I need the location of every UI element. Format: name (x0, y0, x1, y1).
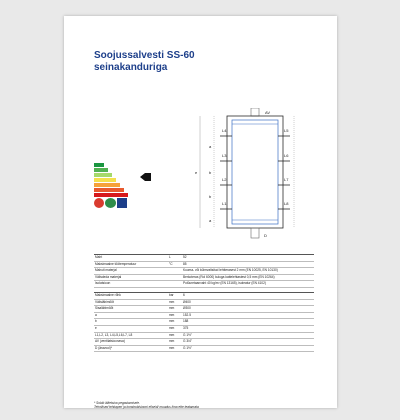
spec-name: Maksimaalne rõhk (95, 292, 121, 297)
spec-name: Maksimaalne töötemperatuur (95, 261, 137, 266)
table-row (94, 333, 314, 340)
title-line-1: Soojussalvesti SS-60 (94, 50, 195, 61)
table-row (94, 313, 314, 320)
footnotes (94, 401, 199, 410)
certification-logo-1 (94, 198, 104, 208)
label-l5: L5 (284, 128, 289, 133)
spec-unit: mm (169, 306, 175, 311)
spec-value: Polüuretaanvaht 40 kg/m³ (EN 13165), isoleatur (EN 4102) (183, 281, 266, 286)
table-row (94, 292, 314, 300)
label-a-upper: a (209, 144, 212, 149)
label-a-lower: a (209, 218, 212, 223)
energy-bar-1 (94, 163, 104, 167)
footnote-line-1: * Sobib äiltetsiva pegastamisele. (94, 401, 140, 405)
label-l7: L7 (284, 177, 289, 182)
label-l2: L2 (222, 177, 227, 182)
spec-unit: °C (169, 261, 173, 266)
energy-bar-6 (94, 188, 124, 192)
spec-unit: mm (169, 332, 175, 337)
spec-value: G 1½" (183, 332, 192, 337)
spec-unit: L (169, 255, 171, 259)
spec-value: 85 (183, 261, 187, 266)
drain-fitting (251, 228, 259, 238)
tank-diagram (194, 108, 334, 248)
spec-name: Sisaläbimõõt (95, 306, 114, 311)
energy-label (94, 163, 128, 198)
spec-value: Berkoteras (Rol 6000) kuluga kattelehtastest 0,5 mm (EN 10264) (183, 274, 275, 279)
label-l1: L1 (222, 201, 227, 206)
spec-name: Välisdeda materjal (95, 274, 122, 279)
label-l3: L3 (222, 153, 227, 158)
table-row (94, 339, 314, 346)
spec-value: 52 (183, 255, 187, 259)
spec-unit (169, 281, 183, 287)
spec-value: 375 (183, 325, 189, 330)
spec-name: Mahuti materjal (95, 268, 117, 273)
label-av: AV (265, 110, 271, 115)
label-l8: L8 (284, 201, 289, 206)
spec-name: AV (ventilatsioonava) (95, 339, 125, 344)
spec-unit (169, 268, 183, 274)
spec-name: Välisläbimõõt (95, 299, 114, 304)
table-row (94, 346, 314, 353)
spec-value: 6 (183, 292, 185, 297)
spec-unit: mm (169, 319, 175, 324)
energy-bar-3 (94, 173, 112, 177)
spec-value: Kuuma- või külmvaltsitud lehtterasest 2 mm (EN 10025, EN 10130) (183, 268, 278, 273)
spec-value: G 1½" (183, 345, 192, 350)
table-row (94, 254, 314, 262)
spec-name: D (äravool)* (95, 345, 113, 350)
spec-value: Ø400 (183, 299, 191, 304)
table-row (94, 268, 314, 275)
footnote-line-2: Tehnilised tehkaperi ja konstruktsiooni ellseid/ muudus ilma ette teatamata (94, 405, 199, 410)
spec-unit: mm (169, 312, 175, 317)
spec-unit (169, 275, 183, 281)
energy-bar-5 (94, 183, 120, 187)
table-row (94, 326, 314, 333)
certification-logo-2 (105, 198, 116, 208)
spec-value: 188 (183, 319, 189, 324)
spec-unit: bar (169, 292, 174, 297)
spec-name: a (95, 312, 97, 317)
label-d: D (264, 233, 267, 238)
spec-name: b (95, 319, 97, 324)
certification-logo-3 (117, 198, 127, 208)
energy-bar-4 (94, 178, 116, 182)
spec-name: L1,L2, L3, L4,L5,L6,L7, L8 (95, 332, 133, 337)
energy-bar-7 (94, 193, 128, 197)
label-b-upper: b (209, 170, 212, 175)
label-l4: L4 (222, 128, 227, 133)
table-row (94, 306, 314, 313)
label-e: e (195, 170, 198, 175)
product-title (94, 50, 195, 74)
specs-table (94, 254, 314, 352)
spec-value: Ø300 (183, 306, 191, 311)
energy-class-box (145, 173, 151, 181)
table-row (94, 300, 314, 307)
spec-unit: mm (169, 345, 175, 350)
table-row (94, 319, 314, 326)
spec-name: Maht (95, 255, 103, 259)
datasheet-page (64, 16, 337, 408)
top-fitting (251, 108, 259, 116)
spec-name: e (95, 325, 97, 330)
tank-inner-wall (232, 120, 278, 224)
table-row (94, 262, 314, 269)
label-l6: L6 (284, 153, 289, 158)
spec-value: G 3/4" (183, 339, 192, 344)
label-b-lower: b (209, 194, 212, 199)
table-row (94, 275, 314, 282)
spec-name: Isolatsioon (95, 281, 111, 286)
table-row (94, 281, 314, 288)
spec-unit: mm (169, 299, 175, 304)
tank-outer-shell (227, 116, 283, 228)
title-line-2: seinakanduriga (94, 62, 168, 73)
energy-bar-2 (94, 168, 108, 172)
spec-value: 152.5 (183, 312, 191, 317)
spec-unit: mm (169, 339, 175, 344)
spec-unit: mm (169, 325, 175, 330)
